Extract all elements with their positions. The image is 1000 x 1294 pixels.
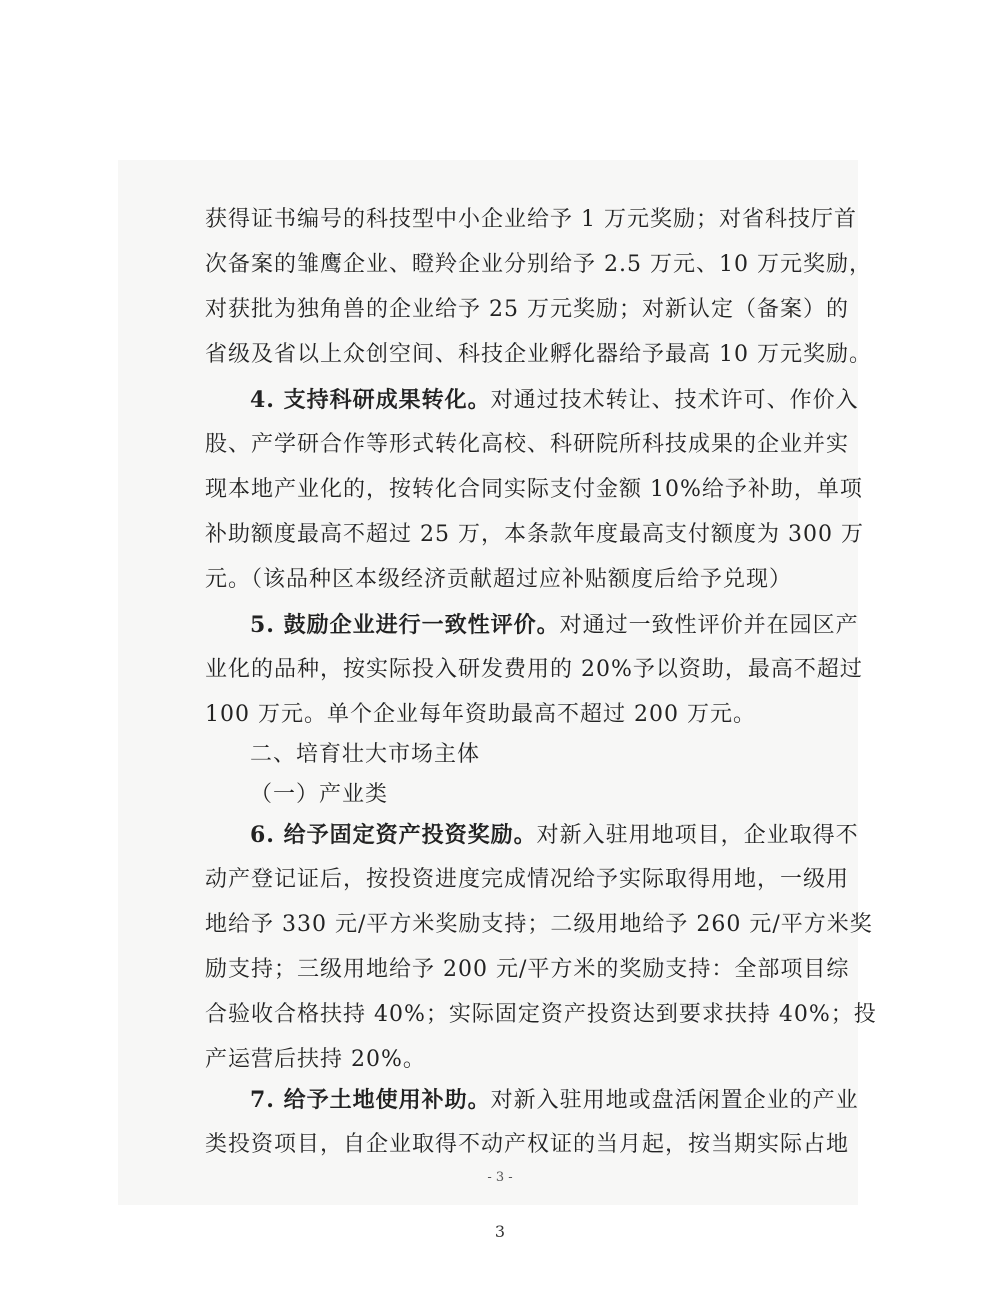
paragraph-line: 励支持；三级用地给予 200 元/平方米的奖励支持：全部项目综 (205, 957, 850, 982)
item-5-heading: 5. 鼓励企业进行一致性评价。 (250, 612, 560, 638)
item-7-text: 对新入驻用地或盘活闲置企业的产业 (490, 1088, 859, 1113)
section-heading: 二、培育壮大市场主体 (250, 742, 481, 767)
item-5-text: 对通过一致性评价并在园区产 (559, 613, 859, 638)
item-4-heading: 4. 支持科研成果转化。 (250, 387, 491, 413)
paragraph-line: 合验收合格扶持 40%；实际固定资产投资达到要求扶持 40%；投 (205, 1002, 877, 1027)
paragraph-line: 补助额度最高不超过 25 万，本条款年度最高支付额度为 300 万 (205, 522, 864, 547)
inner-page-number: - 3 - (487, 1170, 513, 1185)
subsection-heading: （一）产业类 (250, 782, 389, 807)
paragraph-line: 类投资项目，自企业取得不动产权证的当月起，按当期实际占地 (205, 1132, 850, 1157)
item-6-first-line (250, 820, 859, 851)
paragraph-line: 股、产学研合作等形式转化高校、科研院所科技成果的企业并实 (205, 432, 850, 457)
item-4-first-line (250, 385, 859, 416)
paragraph-line: 次备案的雏鹰企业、瞪羚企业分别给予 2.5 万元、10 万元奖励， (205, 252, 872, 277)
item-6-text: 对新入驻用地项目，企业取得不 (536, 823, 859, 848)
paragraph-line: 动产登记证后，按投资进度完成情况给予实际取得用地，一级用 (205, 867, 850, 892)
page-number: 3 (494, 1222, 506, 1241)
item-7-heading: 7. 给予土地使用补助。 (250, 1087, 491, 1113)
item-6-heading: 6. 给予固定资产投资奖励。 (250, 822, 537, 848)
item-7-first-line (250, 1085, 859, 1116)
paragraph-line: 业化的品种，按实际投入研发费用的 20%予以资助，最高不超过 (205, 657, 863, 682)
paragraph-line: 获得证书编号的科技型中小企业给予 1 万元奖励；对省科技厅首 (205, 207, 857, 232)
item-4-text: 对通过技术转让、技术许可、作价入 (490, 388, 859, 413)
paragraph-line: 元。（该品种区本级经济贡献超过应补贴额度后给予兑现） (205, 567, 793, 592)
paragraph-line: 省级及省以上众创空间、科技企业孵化器给予最高 10 万元奖励。 (205, 342, 872, 367)
paragraph-line: 产运营后扶持 20%。 (205, 1047, 426, 1072)
paragraph-line: 100 万元。单个企业每年资助最高不超过 200 万元。 (205, 702, 756, 727)
item-5-first-line (250, 610, 859, 641)
paragraph-line: 地给予 330 元/平方米奖励支持；二级用地给予 260 元/平方米奖 (205, 912, 873, 937)
paragraph-line: 对获批为独角兽的企业给予 25 万元奖励；对新认定（备案）的 (205, 297, 849, 322)
paragraph-line: 现本地产业化的，按转化合同实际支付金额 10%给予补助，单项 (205, 477, 863, 502)
